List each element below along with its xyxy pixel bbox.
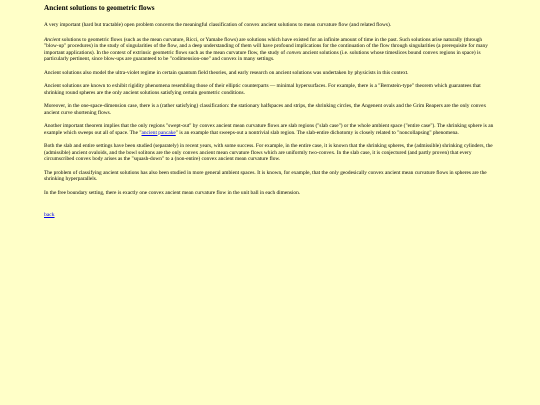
convex-term: convex	[286, 49, 302, 56]
ancient-term: Ancient	[44, 36, 61, 43]
settings-paragraph: Both the slab and entire settings have been studied (separately) in recent years, with some success. For example, in the entire case, it is known that the shrinking spheres, the (admissible) shrinking cylinders, the (admissible) ancient ovaloids, and the bowl solitons are the only convex ancient mean curvature flows which are uniformly two-convex. In the slab case, it is conjectured (and partly proven) that every circumscribed convex body arises as the "squash-down" to a (non-entire) convex ancient mean curvature flow.	[44, 143, 493, 162]
intro-paragraph: A very important (hard but tractable) open problem concerns the meaningful classification of convex ancient solutions to mean curvature flow (and related flows).	[44, 22, 392, 28]
paragraph-text: solutions to geometric flows (such as the mean curvature, Ricci, or Yamabe flows) are solutions which have existed for an infinite amount of time in the past. Such solutions arise naturally (through "blow-up" procedures) in the study of singularities of the flow, and a deep understanding of them will have profound implications for the continuation of the flow through singularities (a prerequisite for many important applications). In the context of extrinsic geometric flows such as the mean curvature flow, the study of	[44, 36, 488, 56]
classification-paragraph: Moreover, in the one-space-dimension case, there is a (rather satisfying) classification: the stationary halfspaces and strips, the shrinking circles, the Angenent ovals and the Grim Reapers are the only convex ancient curve shortening flows.	[44, 103, 487, 116]
free-boundary-paragraph: In the free boundary setting, there is exactly one convex ancient mean curvature flow in the unit ball in each dimension.	[44, 189, 301, 196]
ancient-pancake-link[interactable]: ancient pancake	[141, 129, 176, 136]
back-link[interactable]: back	[44, 212, 55, 218]
paragraph-text: " is an example that sweeps-out a nontrivial slab region. The slab-entire dichotomy is closely related to "noncollapsing" phenomena.	[175, 129, 459, 136]
paragraph-text: Another important theorem implies that the only regions "swept-out" by convex ancient mean curvature flows are slab regions ("slab case") or the whole ambient space ("entire case"). The shrinking sphere is an example which sweeps out all of space. The "	[44, 123, 494, 136]
ancient-definition-paragraph	[44, 37, 496, 63]
paragraph-text: ancient solutions (i.e. solutions whose timeslices bound convex regions in space) is particularly pertinent, since blow-ups are guaranteed to be "codimension-one" and convex in many settings.	[44, 49, 481, 62]
page-title: Ancient solutions to geometric flows	[44, 4, 155, 12]
slab-entire-paragraph	[44, 123, 496, 136]
physics-paragraph: Ancient solutions also model the ultra-violet regime in certain quantum field theories, and early research on ancient solutions was undertaken by physicists in this context.	[44, 69, 409, 76]
ambient-spaces-paragraph: The problem of classifying ancient solutions has also been studied in more general ambient spaces. It is known, for example, that the only geodesically convex ancient mean curvature flows in spheres are the shrinking hyperparallels.	[44, 169, 487, 182]
rigidity-paragraph: Ancient solutions are known to exhibit rigidity phenomena resembling those of their elliptic counterparts — minimal hypersurfaces. For example, there is a "Bernstein-type" theorem which guarantees that shrinking round spheres are the only ancient solutions satisfying certain geometric conditions.	[44, 83, 481, 96]
